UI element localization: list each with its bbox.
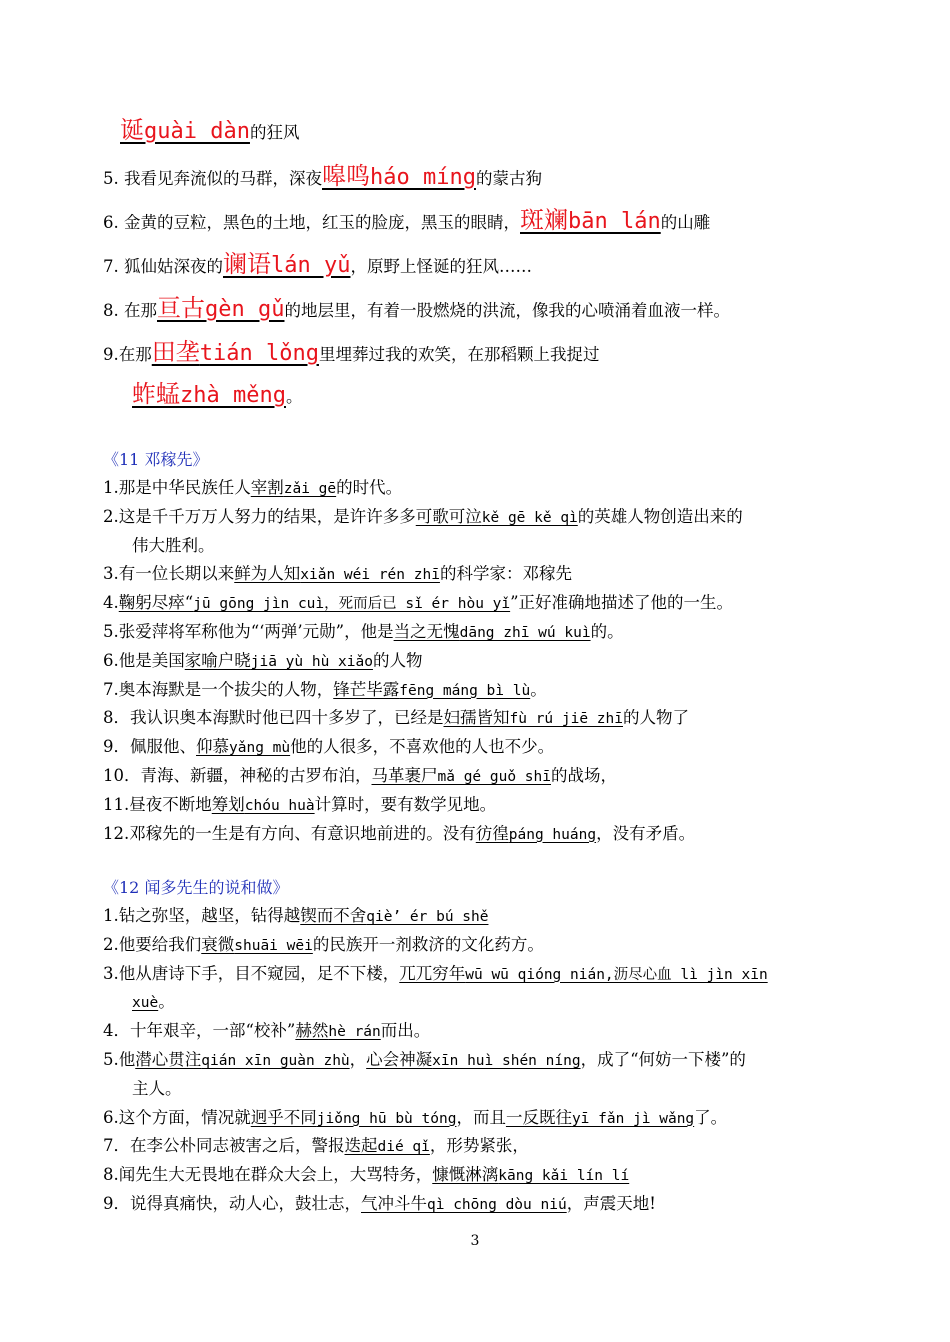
vocab-word: 妇孺皆知fù rú jiē zhī	[443, 708, 623, 728]
vocab-word: 当之无愧dāng zhī wú kuì	[393, 622, 591, 641]
vocab-word: 彷徨páng huáng	[475, 823, 597, 843]
vocab-word: 筹划chóu huà	[211, 794, 315, 814]
vocab-word: 衰微shuāi wēi	[201, 934, 313, 954]
section-heading: 《11 邓稼先》	[103, 450, 209, 469]
vocab-word: 鞠躬尽瘁“jū gōng jìn cuì，死而后已 sǐ ér hòu yǐ	[118, 593, 511, 613]
vocab-line: 诞guài dàn的狂风	[120, 116, 300, 144]
vocab-line: 5. 我看见奔流似的马群，深夜嗥鸣háo míng的蒙古狗	[103, 162, 542, 190]
list-item: 10．青海、新疆，神秘的古罗布泊，马革裹尸mǎ gé guǒ shī的战场，	[103, 766, 617, 785]
page-number: 3	[470, 1233, 480, 1249]
list-item: 2.这是千千万万人努力的结果，是许许多多可歌可泣kě gē kě qì的英雄人物创造出来的	[103, 506, 743, 526]
vocab-word: 潜心贯注qián xīn guàn zhù	[135, 1050, 350, 1069]
vocab-line: 8. 在那亘古gèn gǔ的地层里，有着一股燃烧的洪流，像我的心喷涌着血液一样。	[103, 294, 730, 322]
list-item: 6.这个方面，情况就迥乎不同jiǒng hū bù tóng，而且一反既往yī fǎn jì wǎng了。	[103, 1107, 728, 1127]
vocab-word: 嗥鸣háo míng	[322, 162, 476, 190]
vocab-word: 仰慕yǎng mù	[196, 737, 291, 757]
list-item: 9．说得真痛快，动人心，鼓壮志，气冲斗牛qì chōng dòu niú，声震天地!	[103, 1194, 656, 1213]
vocab-word: 可歌可泣kě gē kě qì	[415, 506, 578, 526]
list-item: 5.他潜心贯注qián xīn guàn zhù，心会神凝xīn huì shén níng，成了“何妨一下楼”的	[103, 1050, 746, 1069]
vocab-word: 家喻户晓jiā yù hù xiǎo	[184, 650, 373, 670]
list-item: 4．十年艰辛，一部“校补”赫然hè rán而出。	[103, 1021, 431, 1041]
list-item: 3.有一位长期以来鲜为人知xiǎn wéi rén zhī的科学家：邓稼先	[103, 564, 572, 584]
vocab-word: 心会神凝xīn huì shén níng	[366, 1050, 581, 1069]
list-item: 5.张爱萍将军称他为“‘两弹’元勋”，他是当之无愧dāng zhī wú kuì的。	[103, 622, 624, 641]
vocab-word: 宰割zǎi gē	[250, 478, 337, 497]
vocab-word: 一反既往yī fǎn jì wǎng	[505, 1107, 695, 1127]
vocab-word: 蚱蜢zhà měng	[132, 380, 286, 408]
list-item: 8.闻先生大无畏地在群众大会上，大骂特务，慷慨淋漓kāng kǎi lín lí	[103, 1165, 630, 1185]
vocab-word: 赫然hè rán	[295, 1021, 381, 1041]
vocab-word: 诞guài dàn	[120, 116, 250, 144]
list-item: 2.他要给我们衰微shuāi wēi的民族开一剂救济的文化药方。	[103, 934, 544, 954]
vocab-word: 亘古gèn gǔ	[157, 294, 285, 322]
vocab-word: 兀兀穷年wū wū qióng nián,沥尽心血 lì jìn xīn	[399, 963, 768, 983]
list-item: 11.昼夜不断地筹划chóu huà计算时，要有数学见地。	[103, 794, 497, 814]
vocab-line: 9.在那田垄tián lǒng里埋葬过我的欢笑，在那稻颗上我捉过	[103, 338, 600, 366]
vocab-word: 田垄tián lǒng	[151, 338, 319, 366]
vocab-line: 7. 狐仙姑深夜的谰语lán yǔ，原野上怪诞的狂风……	[103, 250, 532, 278]
list-item: 4.鞠躬尽瘁“jū gōng jìn cuì，死而后已 sǐ ér hòu yǐ”正好准确地描述了他的一生。	[103, 593, 734, 613]
vocab-word: 慷慨淋漓kāng kǎi lín lí	[432, 1165, 630, 1185]
list-item: 9．佩服他、仰慕yǎng mù他的人很多，不喜欢他的人也不少。	[103, 737, 555, 757]
list-item: 3.他从唐诗下手，目不窥园，足不下楼，兀兀穷年wū wū qióng nián,沥尽心血 lì jìn xīn	[103, 963, 768, 983]
list-item: 8．我认识奥本海默时他已四十多岁了，已经是妇孺皆知fù rú jiē zhī的人物了	[103, 708, 689, 728]
vocab-word: 气冲斗牛qì chōng dòu niú	[361, 1194, 567, 1213]
section-heading: 《12 闻多先生的说和做》	[103, 878, 289, 897]
list-item: 伟大胜利。	[132, 535, 215, 555]
vocab-word: 锲而不舍qiè’ ér bú shě	[300, 906, 489, 925]
vocab-line: 6. 金黄的豆粒，黑色的土地，红玉的脸庞，黑玉的眼睛，斑斓bān lán的山雕	[103, 206, 711, 234]
vocab-word: 马革裹尸mǎ gé guǒ shī	[371, 766, 551, 785]
list-item: xuè。	[132, 992, 175, 1012]
vocab-word: 锋芒毕露fēng máng bì lù	[333, 679, 531, 699]
list-item: 7．在李公朴同志被害之后，警报迭起dié qǐ，形势紧张，	[103, 1136, 529, 1156]
vocab-word: xuè	[132, 995, 159, 1012]
list-item: 7.奥本海默是一个拔尖的人物，锋芒毕露fēng máng bì lù。	[103, 679, 547, 699]
vocab-word: 迭起dié qǐ	[344, 1136, 430, 1156]
vocab-word: 鲜为人知xiǎn wéi rén zhī	[234, 564, 440, 584]
vocab-word: 谰语lán yǔ	[223, 250, 351, 278]
vocab-line: 蚱蜢zhà měng。	[132, 380, 303, 408]
list-item: 6.他是美国家喻户晓jiā yù hù xiǎo的人物	[103, 650, 423, 670]
vocab-word: 斑斓bān lán	[520, 206, 661, 234]
list-item: 1.钻之弥坚，越坚，钻得越锲而不舍qiè’ ér bú shě	[103, 906, 489, 925]
list-item: 1.那是中华民族任人宰割zǎi gē的时代。	[103, 478, 403, 497]
list-item: 主人。	[132, 1078, 182, 1098]
vocab-word: 迥乎不同jiǒng hū bù tóng	[250, 1107, 457, 1127]
list-item: 12.邓稼先的一生是有方向、有意识地前进的。没有彷徨páng huáng，没有矛盾。	[103, 823, 696, 843]
